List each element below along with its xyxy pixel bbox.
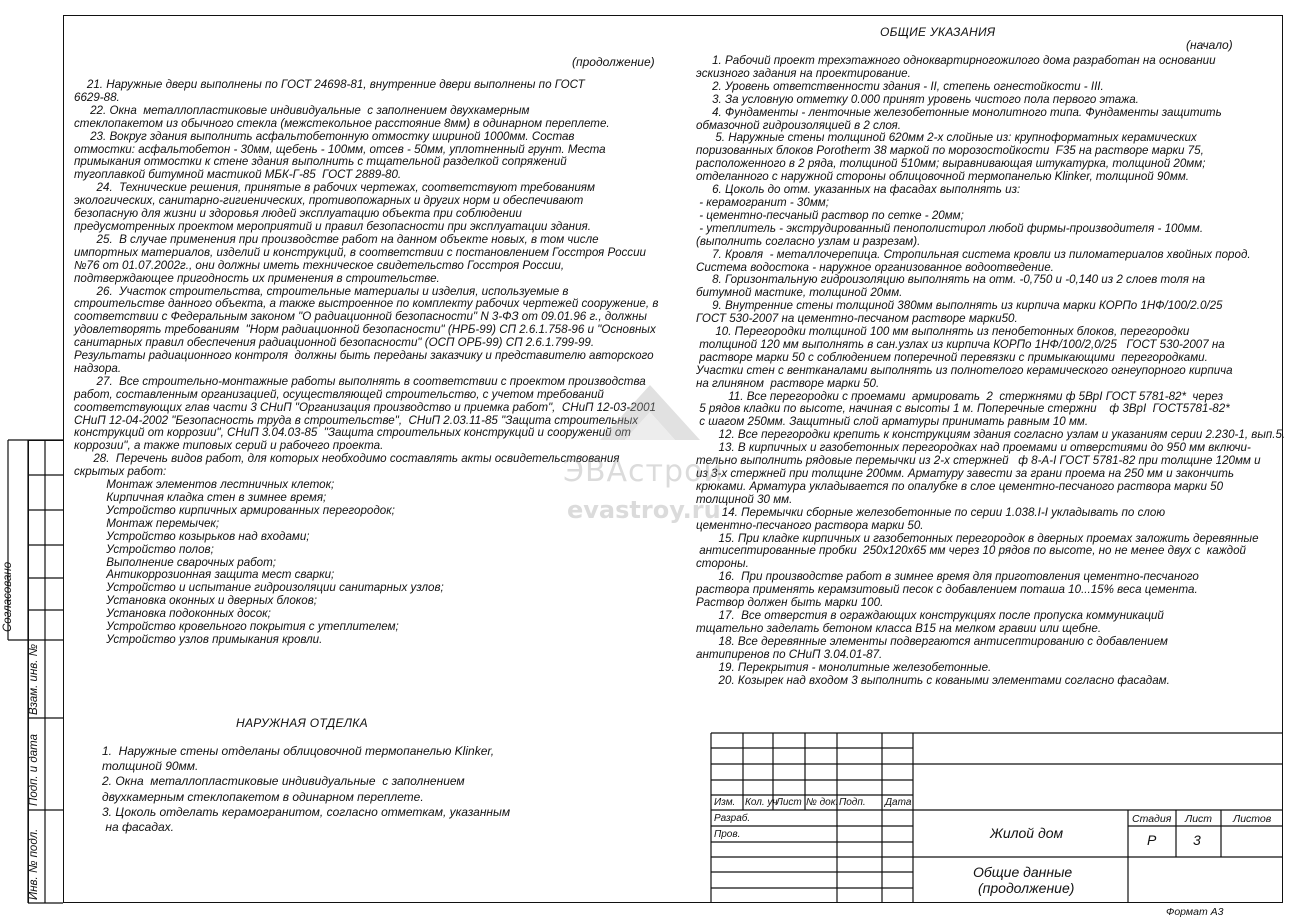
note-line: - цементно-песчаный раствор по сетке - 20мм;: [696, 208, 964, 222]
note-line: Монтаж перемычек;: [74, 516, 220, 530]
note-line: 22. Окна металлопластиковые индивидуальные с заполнением двухкамерным: [74, 103, 530, 117]
tb-col-date: Дата: [885, 797, 912, 808]
outer-finish-line: толщиной 90мм.: [102, 759, 199, 774]
note-line: крюками. Арматура укладывается по опалубке в слое цементно-песчаного раствора марки 50: [696, 479, 1224, 493]
tb-project-name: Жилой дом: [990, 825, 1064, 841]
tb-col-kolvo: Кол. уч: [745, 797, 778, 808]
outer-finish-line: 1. Наружные стены отделаны облицовочной термопанелью Klinker,: [102, 744, 495, 758]
tb-stage-value: Р: [1147, 832, 1157, 848]
note-line: антисептированные пробки 250х120х65 мм через 10 рядов по высоте, но не менее двух с каждой: [696, 544, 1246, 558]
outer-finish-line: на фасадах.: [102, 820, 174, 835]
note-line: 23. Вокруг здания выполнить асфальтобетонную отмостку шириной 1000мм. Состав: [74, 129, 575, 143]
note-line: Установка подоконных досок;: [74, 607, 271, 621]
note-line: (выполнить согласно узлам и разрезам).: [696, 234, 921, 248]
note-line: Монтаж элементов лестничных клеток;: [74, 478, 335, 492]
note-line: 20. Козырек над входом 3 выполнить с коваными элементами согласно фасадам.: [696, 673, 1170, 687]
note-line: 14. Перемычки сборные железобетонные по серии 1.038.I-I укладывать по слою: [696, 505, 1166, 519]
note-line: Выполнение сварочных работ;: [74, 555, 277, 569]
note-line: 8. Горизонтальную гидроизоляцию выполнять на отм. -0,750 и -0,140 из 2 слоев толя на: [696, 273, 1206, 287]
note-line: санитарных правил обеспечения радиационной безопасности" (ОСП ОРБ-99) СП 2.6.1.799-99.: [74, 336, 595, 350]
note-line: битумной мастике, толщиной 20мм.: [696, 286, 903, 300]
note-line: Антикоррозионная защита мест сварки;: [74, 568, 335, 582]
note-line: отделанного с наружной стороны облицовочной термопанелью Klinker, толщиной 90мм.: [696, 170, 1189, 184]
note-line: 9. Внутренние стены толщиной 380мм выполнять из кирпича марки КОРПо 1НФ/100/2.0/25: [696, 299, 1223, 313]
note-line: 2. Уровень ответственности здания - II, степень огнестойкости - III.: [696, 79, 1104, 93]
note-line: 1. Рабочий проект трехэтажного одноквартирногожилого дома разработан на основании: [696, 54, 1216, 67]
left-continuation-label: (продолжение): [572, 55, 655, 69]
outer-finish-line: двухкамерным стеклопакетом в одинарном переплете.: [102, 789, 424, 804]
note-line: безопасную для жизни и здоровья людей эксплуатацию объекта при соблюдении: [74, 207, 522, 221]
note-line: 27. Все строительно-монтажные работы выполнять в соответствии с проектом производства: [74, 374, 646, 388]
note-line: эскизного задания на проектирование.: [696, 66, 911, 80]
tb-stage-label: Стадия: [1132, 813, 1172, 825]
note-line: ГОСТ 530-2007 на цементно-песчаном растворе марки50.: [696, 312, 1018, 326]
note-line: Участки стен с вентканалами выполнять из полнотелого керамического огнеупорного кирпича: [696, 363, 1233, 377]
note-line: 3. За условную отметку 0.000 принят уровень чистого пола первого этажа.: [696, 92, 1139, 106]
tb-doc-title-line1: Общие данные: [973, 864, 1073, 880]
note-line: 6629-88.: [74, 90, 120, 104]
note-line: 15. При кладке кирпичных и газобетонных перегородок в дверных проемах заложить деревянные: [696, 531, 1259, 545]
tb-role-developer: Разраб.: [714, 813, 751, 824]
note-line: Устройство козырьков над входами;: [74, 529, 310, 543]
note-line: экологических, санитарно-гигиенических, противопожарных и других норм и обеспечивают: [74, 194, 584, 208]
note-line: на глиняном растворе марки 50.: [696, 376, 880, 390]
note-line: удовлетворять требованиям "Норм радиационной безопасности" (НРБ-99) СП 2.6.1.758-96 и "Основных: [74, 323, 656, 337]
note-line: скрытых работ:: [74, 465, 167, 479]
note-line: раствора применять керамзитовый песок с добавлением поташа 10...15% веса цемента.: [696, 583, 1198, 597]
watermark-brand: ЭВАстрой: [563, 454, 724, 489]
tb-col-doc: № док.: [806, 797, 839, 808]
note-line: с шагом 250мм. Защитный слой арматуры принимать равным 10 мм.: [696, 415, 1089, 429]
note-line: 7. Кровля - металлочерепица. Стропильная система кровли из пиломатериалов хвойных пород.: [696, 247, 1251, 261]
note-line: Устройство полов;: [74, 542, 214, 556]
note-line: расположенного в 2 ряда, толщиной 510мм; выравнивающая штукатурка, толщиной 20мм;: [696, 157, 1206, 171]
outer-finish-line: 2. Окна металлопластиковые индивидуальные с заполнением: [102, 774, 465, 789]
note-line: Результаты радиационного контроля должны быть переданы заказчику и представителю авторского: [74, 349, 654, 363]
note-line: обмазочной гидроизоляцией в 2 слоя.: [696, 118, 901, 132]
note-line: 10. Перегородки толщиной 100 мм выполнять из пенобетонных блоков, перегородки: [696, 325, 1190, 339]
inv-replace-label: Взам. инв. №: [28, 643, 40, 715]
note-line: 5. Наружные стены толщиной 620мм 2-х слойные из: крупноформатных керамических: [696, 131, 1197, 145]
right-start-label: (начало): [1186, 38, 1233, 52]
sign-date-label: Подп. и дата: [28, 734, 40, 806]
note-line: надзора.: [74, 361, 122, 375]
watermark-url: evastroy.ru: [567, 496, 721, 524]
note-line: 17. Все отверстия в ограждающих конструкциях после пропуска коммуникаций: [696, 608, 1164, 622]
note-line: №76 от 01.07.2002г., они должны иметь техническое свидетельство Госстроя России,: [74, 258, 565, 272]
note-line: 21. Наружные двери выполнены по ГОСТ 24698-81, внутренние двери выполнены по ГОСТ: [74, 78, 585, 91]
note-line: отмостки: асфальтобетон - 30мм, щебень - 100мм, отсев - 50мм, уплотненный грунт. Места: [74, 142, 606, 156]
note-line: растворе марки 50 с соблюдением поперечной перевязки с примыкающими перегородками.: [696, 350, 1208, 364]
note-line: Кирпичная кладка стен в зимнее время;: [74, 491, 327, 504]
paper-format-label: Формат А3: [1166, 906, 1224, 918]
note-line: предусмотренных проектом мероприятий и правил безопасности при эксплуатации здания.: [74, 219, 591, 233]
tb-doc-title-line2: (продолжение): [978, 880, 1075, 896]
note-line: тщательно заделать бетоном класса В15 на мелком гравии или щебне.: [696, 621, 1102, 635]
note-line: коррозии", а также типовых серий и рабочего проекта.: [74, 439, 384, 453]
note-line: тугоплавкой битумной мастикой МБК-Г-85 ГОСТ 2889-80.: [74, 168, 402, 182]
note-line: 25. В случае применения при производстве работ на данном объекте новых, в том числе: [74, 232, 599, 246]
note-line: строительстве данного объекта, а также выстроенное по комплекту рабочих чертежей сооружение, в: [74, 297, 659, 311]
tb-col-list: Лист: [776, 797, 802, 808]
note-line: 13. В кирпичных и газобетонных перегородках над проемами и отверстиями до 950 мм включи-: [696, 441, 1251, 455]
note-line: 4. Фундаменты - ленточные железобетонные монолитного типа. Фундаменты защитить: [696, 105, 1222, 119]
note-line: антипиренов по СНиП 3.04.01-87.: [696, 647, 883, 661]
note-line: 26. Участок строительства, строительные материалы и изделия, используемые в: [74, 284, 569, 298]
note-line: примыкания отмостки к стене здания выполнить с тщательной разделкой сопряжений: [74, 155, 567, 169]
note-line: 19. Перекрытия - монолитные железобетонные.: [696, 660, 992, 674]
note-line: импортных материалов, изделий и конструкций, в соответствии с постановлением Госстроя России: [74, 245, 647, 259]
tb-sheet-label: Лист: [1185, 813, 1213, 825]
note-line: Система водостока - наружное организованное водоотведение.: [696, 260, 1054, 274]
note-line: из 3-х стержней при толщине 200мм. Арматуру завести за грани проема на 250 мм и закончить: [696, 467, 1234, 480]
note-line: - утеплитель - экструдированный пенополистирол любой фирмы-производителя - 100мм.: [696, 221, 1204, 235]
tb-col-izm: Изм.: [714, 797, 736, 808]
note-line: 6. Цоколь до отм. указанных на фасадах выполнять из:: [696, 183, 1021, 197]
general-notes-title: ОБЩИЕ УКАЗАНИЯ: [880, 25, 996, 39]
note-line: 5 рядов кладки по высоте, начиная с высоты 1 м. Поперечные стержни ф 3BpI ГОСТ5781-82*: [696, 402, 1230, 416]
note-line: Устройство кровельного покрытия с утеплителем;: [74, 620, 399, 634]
note-line: толщиной 120 мм выполнять в сан.узлах из кирпича КОРПо 1НФ/100/2,0/25 ГОСТ 530-2007 на: [696, 337, 1225, 351]
agreed-label: Согласовано: [2, 561, 14, 632]
note-line: 18. Все деревянные элементы подвергаются антисептированию с добавлением: [696, 634, 1168, 648]
tb-sheets-label: Листов: [1233, 813, 1272, 825]
note-line: конструкций от коррозии", СНиП 3.04.03-85 "Защита строительных конструкций и сооружений от: [74, 426, 631, 440]
note-line: Устройство кирпичных армированных перегородок;: [74, 503, 395, 517]
note-line: 11. Все перегородки с проемами армировать 2 стержнями ф 5BpI ГОСТ 5781-82* через: [696, 389, 1224, 403]
note-line: стороны.: [696, 557, 749, 571]
outer-finish-line: 3. Цоколь отделать керамогранитом, согласно отметкам, указанным: [102, 804, 511, 819]
tb-role-checker: Пров.: [714, 829, 741, 840]
note-line: работ, составленным организацией, осуществляющей строительство, с учетом требований: [74, 387, 604, 401]
note-line: стеклопакетом из обычного стекла (межстекольное расстояние 8мм) в одинарном переплете.: [74, 116, 610, 130]
note-line: цементно-песчаного раствора марки 50.: [696, 518, 924, 532]
note-line: тельно выполнить рядовые перемычки из 2-х стержней ф 8-А-I ГОСТ 5781-82 при толщине 120мм и: [696, 454, 1261, 468]
note-line: Раствор должен быть марки 100.: [696, 596, 884, 610]
tb-col-sign: Подп.: [839, 797, 866, 808]
note-line: соответствии с Федеральным законом "О радиационной безопасности" N 3-ФЗ от 09.01.96 г., должны: [74, 310, 647, 324]
note-line: 28. Перечень видов работ, для которых необходимо составлять акты освидетельствования: [74, 452, 620, 466]
note-line: Установка оконных и дверных блоков;: [74, 594, 317, 608]
note-line: поризованных блоков Porotherm 38 маркой по морозостойкости F35 на растворе марки 75,: [696, 144, 1204, 158]
note-line: 12. Все перегородки крепить к конструкциям здания согласно узлам и указаниям серии 2.230-1, вып.5.: [696, 428, 1286, 442]
note-line: толщиной 30 мм.: [696, 492, 793, 506]
note-line: - керамогранит - 30мм;: [696, 195, 829, 209]
note-line: подтверждающее пригодность их применения в строительстве.: [74, 271, 440, 285]
inv-original-label: Инв. № подл.: [28, 828, 40, 900]
note-line: Устройство узлов примыкания кровли.: [74, 632, 323, 646]
note-line: 24. Технические решения, принятые в рабочих чертежах, соответствуют требованиям: [74, 181, 595, 195]
note-line: 16. При производстве работ в зимнее время для приготовления цементно-песчаного: [696, 570, 1199, 584]
note-line: СНиП 12-04-2002 "Безопасность труда в строительстве", СНиП 2.03.11-85 "Защита строительных: [74, 413, 639, 427]
outer-finish-title: НАРУЖНАЯ ОТДЕЛКА: [236, 716, 368, 730]
note-line: соответствующих глав части 3 СНиП "Организация производство и приемка работ", СНиП 12-03-2001: [74, 400, 656, 414]
tb-sheet-value: 3: [1193, 832, 1201, 848]
note-line: Устройство и испытание гидроизоляции санитарных узлов;: [74, 581, 444, 595]
